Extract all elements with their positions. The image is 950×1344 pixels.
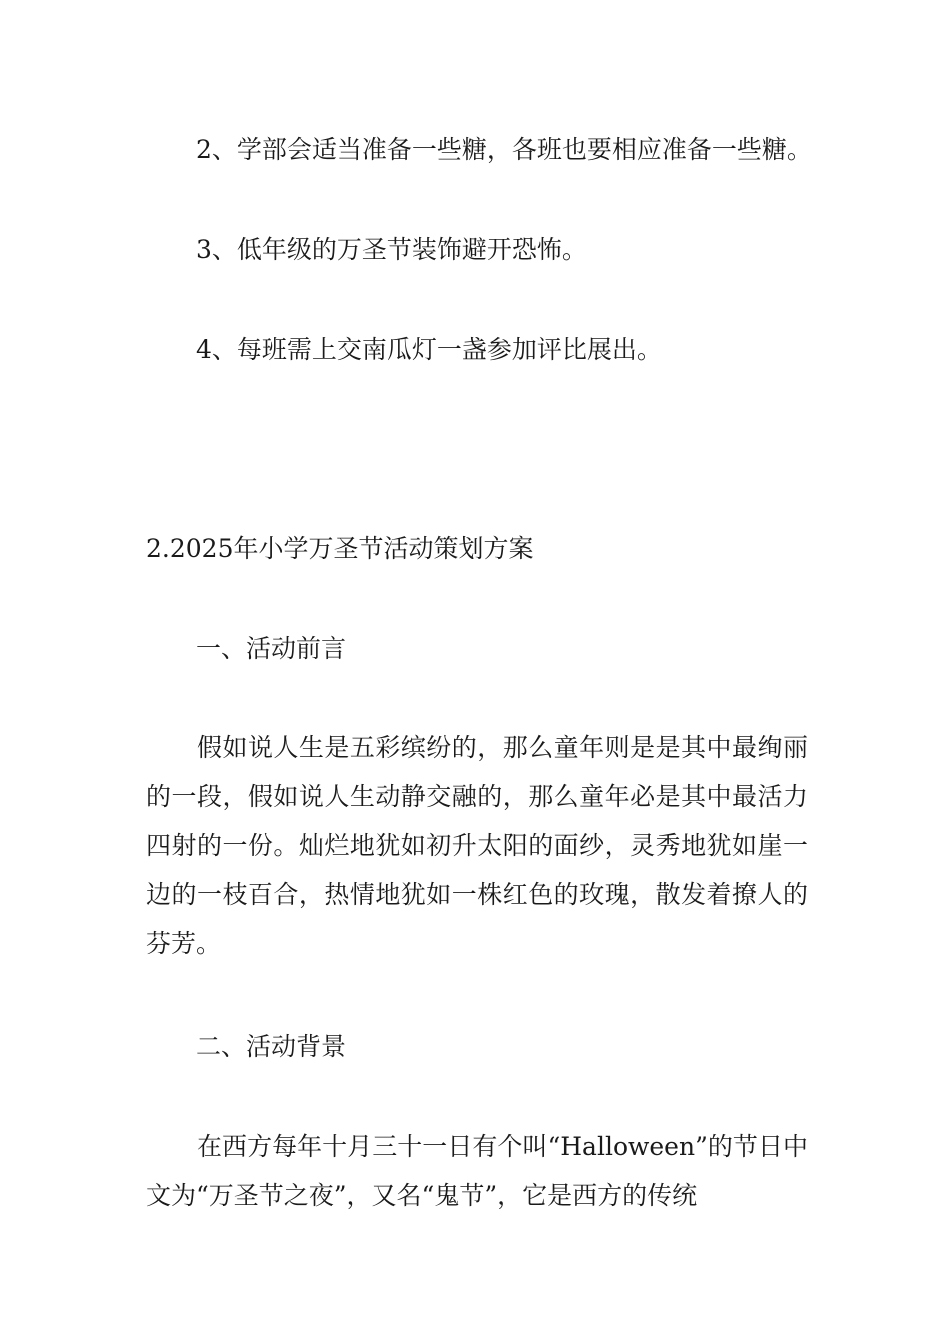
heading-preface: 一、活动前言 [196,634,347,663]
paragraph-background: 在西方每年十月三十一日有个叫“Halloween”的节日中文为“万圣节之夜”，又名“鬼节”，它是西方的传统 [146,1132,808,1210]
section-title: 2.2025年小学万圣节活动策划方案 [146,534,534,563]
list-item-candy: 2、学部会适当准备一些糖，各班也要相应准备一些糖。 [196,135,812,164]
heading-background: 二、活动背景 [196,1032,347,1061]
list-item-pumpkin-lantern: 4、每班需上交南瓜灯一盏参加评比展出。 [196,335,662,364]
list-item-decoration: 3、低年级的万圣节装饰避开恐怖。 [196,235,587,264]
paragraph-preface: 假如说人生是五彩缤纷的，那么童年则是是其中最绚丽的一段，假如说人生动静交融的，那么童年必是其中最活力四射的一份。灿烂地犹如初升太阳的面纱，灵秀地犹如崖一边的一枝百合，热情地犹如一株红色的玫瑰，散发着撩人的芬芳。 [146,733,808,958]
